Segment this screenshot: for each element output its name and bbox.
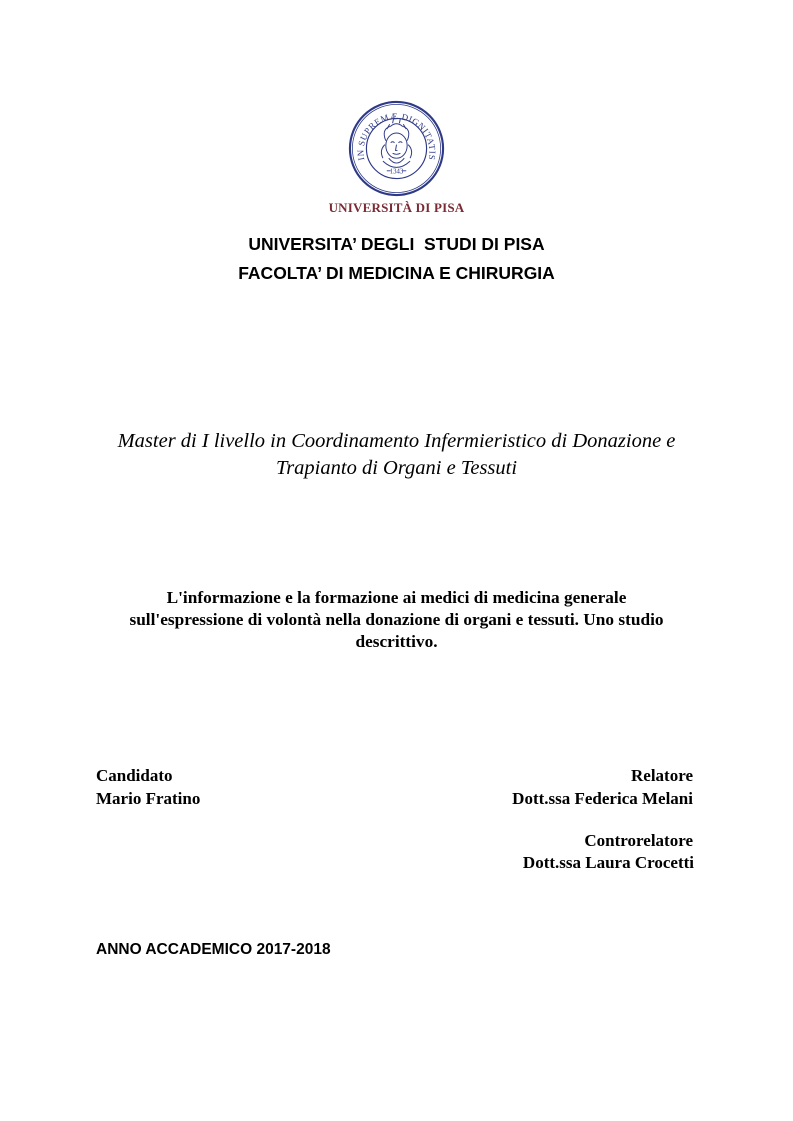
svg-text:1343: 1343 <box>389 168 404 176</box>
university-name: UNIVERSITA’ DEGLI STUDI DI PISA <box>248 234 545 254</box>
co-supervisor-name: Dott.ssa Laura Crocetti <box>522 853 694 872</box>
svg-text:IN SUPREMÆ DIGNITATIS: IN SUPREMÆ DIGNITATIS <box>355 111 438 162</box>
university-logo-caption: UNIVERSITÀ DI PISA <box>328 200 465 215</box>
thesis-title-line-2: sull'espressione di volontà nella donazione di organi e tessuti. Uno studio <box>129 610 664 629</box>
supervisor-name: Dott.ssa Federica Melani <box>512 789 693 808</box>
academic-year: ANNO ACCADEMICO 2017-2018 <box>96 941 331 958</box>
co-supervisor-label: Controrelatore <box>584 831 693 850</box>
thesis-title-line-3: descrittivo. <box>355 632 438 651</box>
candidate-label: Candidato <box>96 766 173 785</box>
master-title-line-2: Trapianto di Organi e Tessuti <box>275 457 518 479</box>
supervisor-label: Relatore <box>631 766 693 785</box>
thesis-title-line-1: L'informazione e la formazione ai medici di medicina generale <box>166 588 627 607</box>
faculty-name: FACOLTA’ DI MEDICINA E CHIRURGIA <box>238 263 555 283</box>
master-title-line-1: Master di I livello in Coordinamento Infermieristico di Donazione e <box>117 430 676 452</box>
university-seal-logo <box>348 100 445 197</box>
candidate-name: Mario Fratino <box>96 789 201 808</box>
